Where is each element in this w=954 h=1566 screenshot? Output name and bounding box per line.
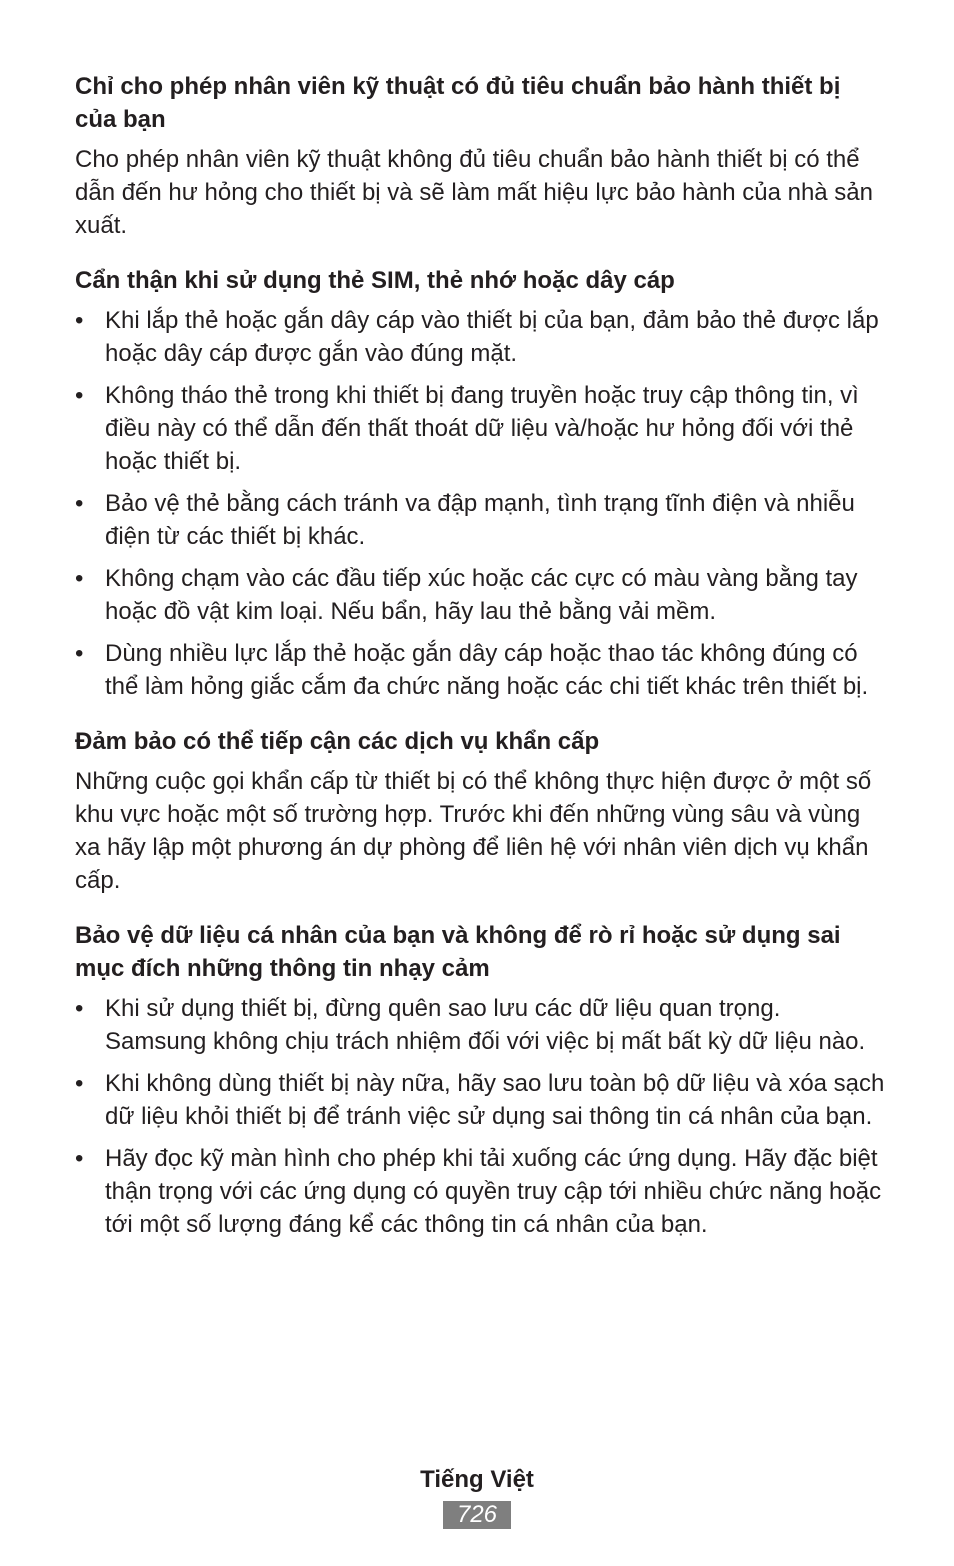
list-item	[75, 1067, 887, 1133]
bullet-icon: •	[75, 490, 84, 517]
bullet-icon: •	[75, 382, 84, 409]
section-personal-data	[75, 919, 887, 1241]
section-sim-memory-cable	[75, 264, 887, 703]
section-paragraph: Cho phép nhân viên kỹ thuật không đủ tiêu chuẩn bảo hành thiết bị có thể dẫn đến hư hỏng cho thiết bị và sẽ làm mất hiệu lực bảo hành của nhà sản xuất.	[75, 146, 873, 239]
list-item	[75, 487, 887, 553]
bullet-icon: •	[75, 1145, 84, 1172]
page-number-badge: 726	[443, 1501, 511, 1529]
bullet-icon: •	[75, 565, 84, 592]
list-item-text: Dùng nhiều lực lắp thẻ hoặc gắn dây cáp hoặc thao tác không đúng có thể làm hỏng giắc cắm đa chức năng hoặc các chi tiết khác trên thiết bị.	[105, 640, 869, 700]
list-item-text: Bảo vệ thẻ bằng cách tránh va đập mạnh, tình trạng tĩnh điện và nhiễu điện từ các thiết bị khác.	[105, 490, 855, 550]
list-item-text: Hãy đọc kỹ màn hình cho phép khi tải xuống các ứng dụng. Hãy đặc biệt thận trọng với các ứng dụng có quyền truy cập tới nhiều chức năng hoặc tới một số lượng đáng kể các thông tin cá nhân của bạn.	[105, 1145, 882, 1238]
bullet-icon: •	[75, 640, 84, 667]
section-heading: Cẩn thận khi sử dụng thẻ SIM, thẻ nhớ hoặc dây cáp	[75, 267, 675, 294]
section-warranty-technicians	[75, 70, 887, 242]
bullet-icon: •	[75, 995, 84, 1022]
bullet-list	[75, 992, 887, 1241]
document-body	[75, 70, 887, 1263]
list-item-text: Khi sử dụng thiết bị, đừng quên sao lưu các dữ liệu quan trọng. Samsung không chịu trách nhiệm đối với việc bị mất bất kỳ dữ liệu nào.	[105, 995, 866, 1055]
section-emergency-services	[75, 725, 887, 897]
list-item	[75, 379, 887, 478]
list-item-text: Không chạm vào các đầu tiếp xúc hoặc các cực có màu vàng bằng tay hoặc đồ vật kim loại. Nếu bẩn, hãy lau thẻ bằng vải mềm.	[105, 565, 858, 625]
bullet-icon: •	[75, 307, 84, 334]
bullet-icon: •	[75, 1070, 84, 1097]
list-item	[75, 562, 887, 628]
section-heading: Bảo vệ dữ liệu cá nhân của bạn và không để rò rỉ hoặc sử dụng sai mục đích những thông tin nhạy cảm	[75, 922, 841, 982]
list-item	[75, 637, 887, 703]
bullet-list	[75, 304, 887, 703]
section-heading: Đảm bảo có thể tiếp cận các dịch vụ khẩn cấp	[75, 728, 600, 755]
list-item-text: Khi lắp thẻ hoặc gắn dây cáp vào thiết bị của bạn, đảm bảo thẻ được lắp hoặc dây cáp được gắn vào đúng mặt.	[105, 307, 879, 367]
list-item	[75, 304, 887, 370]
list-item	[75, 992, 887, 1058]
page-footer	[0, 1463, 954, 1529]
list-item-text: Khi không dùng thiết bị này nữa, hãy sao lưu toàn bộ dữ liệu và xóa sạch dữ liệu khỏi thiết bị để tránh việc sử dụng sai thông tin cá nhân của bạn.	[105, 1070, 885, 1130]
section-paragraph: Những cuộc gọi khẩn cấp từ thiết bị có thể không thực hiện được ở một số khu vực hoặc một số trường hợp. Trước khi đến những vùng sâu và vùng xa hãy lập một phương án dự phòng để liên hệ với nhân viên dịch vụ khẩn cấp.	[75, 768, 872, 894]
footer-language-label: Tiếng Việt	[420, 1466, 534, 1493]
section-heading: Chỉ cho phép nhân viên kỹ thuật có đủ tiêu chuẩn bảo hành thiết bị của bạn	[75, 73, 841, 133]
list-item-text: Không tháo thẻ trong khi thiết bị đang truyền hoặc truy cập thông tin, vì điều này có thể dẫn đến thất thoát dữ liệu và/hoặc hư hỏng đối với thẻ hoặc thiết bị.	[105, 382, 859, 475]
list-item	[75, 1142, 887, 1241]
